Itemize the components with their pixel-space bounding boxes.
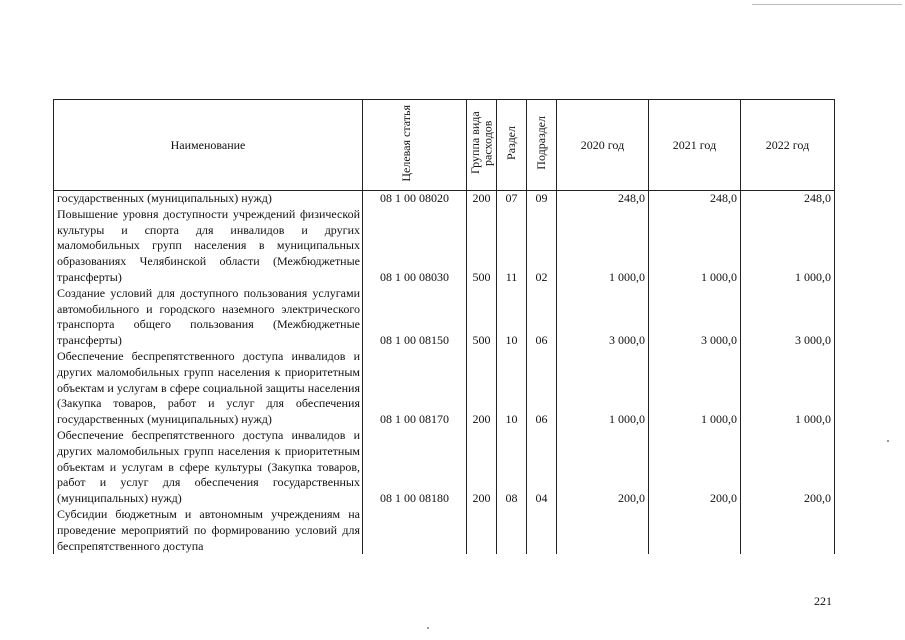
row-subsection	[527, 507, 557, 554]
row-section: 11	[497, 207, 527, 286]
row-subsection: 02	[527, 207, 557, 286]
header-expense-group: Группа вида расходов	[467, 100, 497, 191]
row-expense-group: 500	[467, 207, 497, 286]
row-expense-group: 200	[467, 349, 497, 428]
row-target-code: 08 1 00 08170	[363, 349, 467, 428]
scan-speck	[427, 627, 429, 629]
row-section: 08	[497, 428, 527, 507]
row-2022: 1 000,0	[741, 349, 835, 428]
row-section: 07	[497, 191, 527, 207]
row-2022: 200,0	[741, 428, 835, 507]
row-name: Субсидии бюджетным и автономным учреждениям на проведение мероприятий по формированию условий для беспрепятственного доступа	[54, 507, 363, 554]
budget-table-container	[53, 99, 835, 554]
table-row	[54, 191, 835, 207]
row-target-code: 08 1 00 08020	[363, 191, 467, 207]
row-section: 10	[497, 349, 527, 428]
budget-table	[53, 99, 835, 554]
table-row	[54, 349, 835, 428]
row-name: Обеспечение беспрепятственного доступа инвалидов и других маломобильных групп населения к приоритетным объектам и услугам в сфере социальной защиты населения (Закупка товаров, работ и услуг для обеспечения государственных (муниципальных) нужд)	[54, 349, 363, 428]
table-row	[54, 207, 835, 286]
row-section: 10	[497, 286, 527, 349]
row-2020: 200,0	[557, 428, 649, 507]
row-expense-group: 500	[467, 286, 497, 349]
row-2021: 1 000,0	[649, 207, 741, 286]
row-expense-group: 200	[467, 191, 497, 207]
row-2021: 1 000,0	[649, 349, 741, 428]
top-edge-line	[752, 4, 902, 5]
row-2021	[649, 507, 741, 554]
row-2022	[741, 507, 835, 554]
header-name: Наименование	[54, 100, 363, 191]
row-2022: 3 000,0	[741, 286, 835, 349]
row-name: государственных (муниципальных) нужд)	[54, 191, 363, 207]
row-2022: 1 000,0	[741, 207, 835, 286]
row-2022: 248,0	[741, 191, 835, 207]
row-2020: 3 000,0	[557, 286, 649, 349]
row-name: Обеспечение беспрепятственного доступа инвалидов и других маломобильных групп населения к приоритетным объектам и услугам в сфере культуры (Закупка товаров, работ и услуг для обеспечения государственных (муниципальных) нужд)	[54, 428, 363, 507]
row-expense-group	[467, 507, 497, 554]
row-target-code: 08 1 00 08030	[363, 207, 467, 286]
header-target-article: Целевая статья	[363, 100, 467, 191]
row-2021: 3 000,0	[649, 286, 741, 349]
header-section: Раздел	[497, 100, 527, 191]
row-target-code: 08 1 00 08180	[363, 428, 467, 507]
table-row	[54, 286, 835, 349]
row-name: Создание условий для доступного пользования услугами автомобильного и городского наземного электрического транспорта общего пользования (Межбюджетные трансферты)	[54, 286, 363, 349]
row-2021: 200,0	[649, 428, 741, 507]
row-2020: 1 000,0	[557, 349, 649, 428]
row-2020: 248,0	[557, 191, 649, 207]
row-target-code	[363, 507, 467, 554]
table-header-row	[54, 100, 835, 191]
row-name: Повышение уровня доступности учреждений физической культуры и спорта для инвалидов и других маломобильных групп населения в муниципальных образованиях Челябинской области (Межбюджетные трансферты)	[54, 207, 363, 286]
row-expense-group: 200	[467, 428, 497, 507]
row-subsection: 06	[527, 286, 557, 349]
row-target-code: 08 1 00 08150	[363, 286, 467, 349]
header-2021: 2021 год	[649, 100, 741, 191]
row-2021: 248,0	[649, 191, 741, 207]
row-subsection: 06	[527, 349, 557, 428]
page-number: 221	[814, 594, 832, 608]
row-subsection: 04	[527, 428, 557, 507]
row-section	[497, 507, 527, 554]
table-row	[54, 507, 835, 554]
row-subsection: 09	[527, 191, 557, 207]
header-2020: 2020 год	[557, 100, 649, 191]
row-2020: 1 000,0	[557, 207, 649, 286]
header-2022: 2022 год	[741, 100, 835, 191]
header-subsection: Подраздел	[527, 100, 557, 191]
table-row	[54, 428, 835, 507]
row-2020	[557, 507, 649, 554]
scan-speck	[887, 440, 889, 442]
